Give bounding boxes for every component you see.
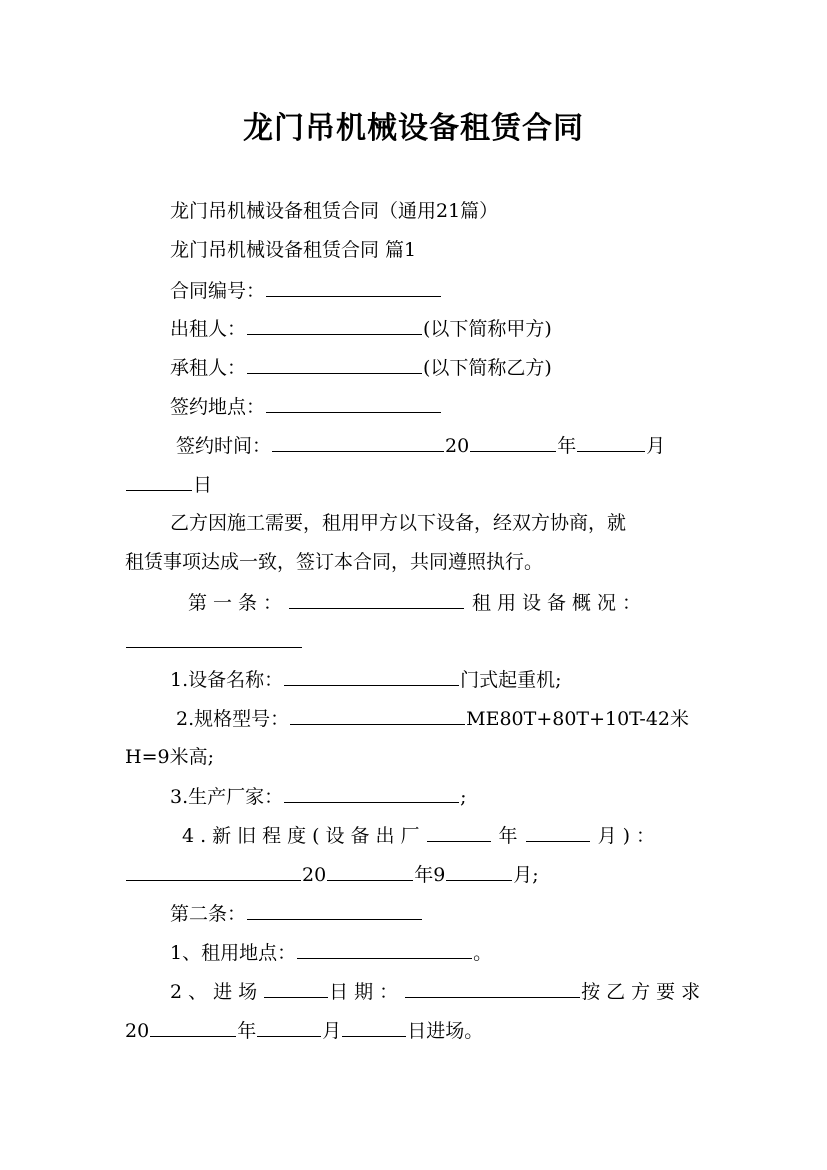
- item-2-blank: [290, 706, 465, 725]
- item-3-label: 3.生产厂家：: [170, 786, 284, 808]
- article-2-blank: [247, 901, 422, 920]
- entry-line: [170, 979, 706, 1004]
- sign-time-day-blank: [126, 472, 192, 491]
- article-1-line: [188, 590, 647, 615]
- item-4-twenty: 20: [302, 864, 327, 886]
- sign-time-label: 签约时间：: [176, 435, 272, 457]
- item-3-line: [170, 784, 467, 809]
- rent-place-blank: [297, 940, 472, 959]
- item-4-text-c: 月)：: [597, 825, 661, 847]
- sign-time-line: [176, 433, 665, 458]
- contract-number-blank: [266, 278, 441, 297]
- sign-time-twenty: 20: [445, 435, 470, 457]
- item-1-blank: [284, 667, 459, 686]
- rent-place-line: [170, 940, 492, 965]
- lessor-blank: [247, 316, 422, 335]
- contract-subheading-text: 龙门吊机械设备租赁合同 篇1: [170, 239, 417, 261]
- contract-heading: [170, 199, 498, 223]
- entry-month: 月: [322, 1020, 342, 1042]
- article-1-blank: [289, 590, 464, 609]
- entry-blank-1: [264, 979, 328, 998]
- entry-year-blank: [150, 1018, 236, 1037]
- lessor-line: [170, 316, 552, 341]
- item-1-value: 门式起重机;: [460, 669, 562, 691]
- article-1-label: 第一条：: [188, 592, 289, 614]
- contract-heading-text: 龙门吊机械设备租赁合同（通用21篇）: [170, 200, 499, 222]
- item-4-text-a: 4.新旧程度(设备出厂: [182, 825, 426, 847]
- item-1-label: 1.设备名称：: [170, 669, 284, 691]
- article-1-line-cont: [125, 629, 303, 654]
- entry-text-b: 日期：: [329, 981, 405, 1003]
- item-3-end: ;: [460, 786, 467, 808]
- rent-place-label: 1、租用地点：: [170, 942, 297, 964]
- item-4-year-word: 年: [498, 825, 518, 847]
- entry-text-a: 2、进场: [170, 981, 264, 1003]
- article-2-line: [170, 901, 423, 926]
- lessor-label: 出租人：: [170, 318, 247, 340]
- sign-place-line: [170, 394, 442, 419]
- sign-time-blank: [272, 433, 444, 452]
- lessee-suffix: (以下简称乙方): [423, 357, 552, 379]
- item-2-line: [176, 706, 689, 731]
- sign-time-year-blank: [470, 433, 556, 452]
- entry-end: 日进场。: [407, 1020, 484, 1042]
- article-1-title: 租用设备概况：: [472, 592, 648, 614]
- item-4-month: 月;: [513, 864, 539, 886]
- item-2-label: 2.规格型号：: [176, 708, 290, 730]
- item-4-year: 年9: [414, 864, 446, 886]
- item-2-value: ME80T+80T+10T-42米: [466, 708, 690, 730]
- entry-year: 年: [237, 1020, 257, 1042]
- paragraph-1-text-a: 乙方因施工需要，租用甲方以下设备，经双方协商，就: [170, 512, 627, 534]
- sign-time-year: 年: [557, 435, 577, 457]
- item-4-line-cont: [125, 862, 539, 887]
- sign-time-month: 月: [646, 435, 666, 457]
- entry-blank-2: [405, 979, 580, 998]
- paragraph-1-text-b: 租赁事项达成一致，签订本合同，共同遵照执行。: [125, 551, 544, 573]
- item-4-month-blank: [526, 823, 590, 842]
- paragraph-1-line-1: [170, 511, 626, 535]
- item-2-line-cont: [125, 745, 214, 769]
- contract-number-label: 合同编号：: [170, 280, 266, 302]
- entry-day-blank: [342, 1018, 406, 1037]
- item-4-blank-4: [446, 862, 512, 881]
- sign-time-line-cont: [125, 472, 212, 497]
- entry-text-c: 按乙方要求: [581, 981, 707, 1003]
- item-4-line: [182, 823, 661, 848]
- lessee-line: [170, 355, 552, 380]
- paragraph-1-line-2: [125, 550, 543, 574]
- article-2-label: 第二条：: [170, 903, 247, 925]
- sign-place-label: 签约地点：: [170, 396, 266, 418]
- article-1-blank-2: [126, 629, 302, 648]
- entry-line-cont: [125, 1018, 483, 1043]
- rent-place-end: 。: [473, 942, 493, 964]
- entry-twenty: 20: [125, 1020, 150, 1042]
- entry-month-blank: [257, 1018, 321, 1037]
- lessee-label: 承租人：: [170, 357, 247, 379]
- item-3-blank: [284, 784, 459, 803]
- item-4-blank-2: [126, 862, 301, 881]
- sign-time-month-blank: [577, 433, 645, 452]
- item-1-line: [170, 667, 562, 692]
- item-4-year-blank: [427, 823, 491, 842]
- contract-subheading: [170, 238, 416, 262]
- item-2-cont: H=9米高;: [125, 746, 214, 768]
- lessee-blank: [247, 355, 422, 374]
- document-title: 龙门吊机械设备租赁合同: [243, 111, 584, 146]
- sign-place-blank: [266, 394, 441, 413]
- lessor-suffix: (以下简称甲方): [423, 318, 552, 340]
- contract-number-line: [170, 278, 442, 303]
- item-4-blank-3: [327, 862, 413, 881]
- sign-time-day: 日: [193, 474, 213, 496]
